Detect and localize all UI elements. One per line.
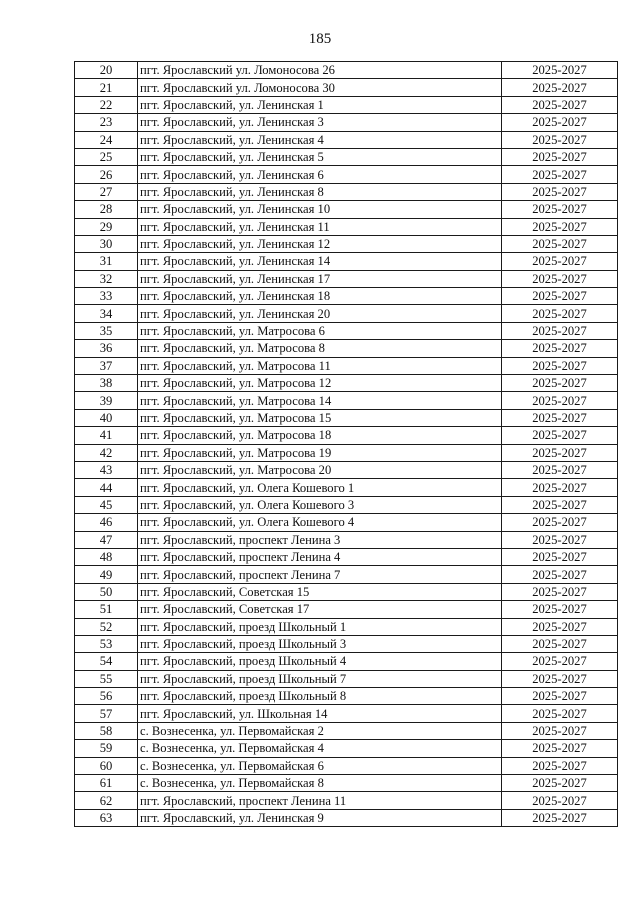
period-cell: 2025-2027 — [502, 757, 618, 774]
table-row — [75, 218, 618, 235]
period-cell: 2025-2027 — [502, 601, 618, 618]
period-cell: 2025-2027 — [502, 218, 618, 235]
period-cell: 2025-2027 — [502, 722, 618, 739]
row-number-cell: 21 — [75, 79, 138, 96]
table-row — [75, 792, 618, 809]
address-cell: пгт. Ярославский, ул. Матросова 19 — [138, 444, 502, 461]
period-cell: 2025-2027 — [502, 479, 618, 496]
address-cell: пгт. Ярославский, ул. Школьная 14 — [138, 705, 502, 722]
row-number-cell: 25 — [75, 148, 138, 165]
period-cell: 2025-2027 — [502, 357, 618, 374]
table-row — [75, 775, 618, 792]
table-row — [75, 635, 618, 652]
period-cell: 2025-2027 — [502, 166, 618, 183]
table-row — [75, 235, 618, 252]
row-number-cell: 24 — [75, 131, 138, 148]
table-row — [75, 444, 618, 461]
address-cell: пгт. Ярославский, ул. Олега Кошевого 3 — [138, 496, 502, 513]
period-cell: 2025-2027 — [502, 670, 618, 687]
period-cell: 2025-2027 — [502, 618, 618, 635]
row-number-cell: 36 — [75, 340, 138, 357]
row-number-cell: 29 — [75, 218, 138, 235]
address-cell: с. Вознесенка, ул. Первомайская 2 — [138, 722, 502, 739]
address-cell: пгт. Ярославский, ул. Ленинская 20 — [138, 305, 502, 322]
row-number-cell: 49 — [75, 566, 138, 583]
table-row — [75, 409, 618, 426]
row-number-cell: 47 — [75, 531, 138, 548]
address-cell: с. Вознесенка, ул. Первомайская 4 — [138, 740, 502, 757]
address-cell: пгт. Ярославский, ул. Ленинская 1 — [138, 96, 502, 113]
address-cell: пгт. Ярославский, ул. Матросова 20 — [138, 461, 502, 478]
row-number-cell: 44 — [75, 479, 138, 496]
row-number-cell: 41 — [75, 427, 138, 444]
period-cell: 2025-2027 — [502, 288, 618, 305]
period-cell: 2025-2027 — [502, 775, 618, 792]
address-cell: пгт. Ярославский, проспект Ленина 4 — [138, 548, 502, 565]
period-cell: 2025-2027 — [502, 235, 618, 252]
address-cell: пгт. Ярославский, ул. Ленинская 14 — [138, 253, 502, 270]
housing-registry-table — [74, 61, 618, 827]
table-row — [75, 305, 618, 322]
address-cell: пгт. Ярославский, ул. Ленинская 9 — [138, 809, 502, 826]
address-cell: пгт. Ярославский, проспект Ленина 11 — [138, 792, 502, 809]
period-cell: 2025-2027 — [502, 653, 618, 670]
table-row — [75, 340, 618, 357]
address-cell: пгт. Ярославский, ул. Олега Кошевого 4 — [138, 514, 502, 531]
table-row — [75, 479, 618, 496]
table-row — [75, 62, 618, 79]
period-cell: 2025-2027 — [502, 548, 618, 565]
table-row — [75, 183, 618, 200]
address-cell: пгт. Ярославский, проспект Ленина 3 — [138, 531, 502, 548]
period-cell: 2025-2027 — [502, 635, 618, 652]
row-number-cell: 54 — [75, 653, 138, 670]
table-row — [75, 705, 618, 722]
address-cell: пгт. Ярославский, ул. Матросова 8 — [138, 340, 502, 357]
table-row — [75, 514, 618, 531]
table-row — [75, 670, 618, 687]
row-number-cell: 58 — [75, 722, 138, 739]
row-number-cell: 40 — [75, 409, 138, 426]
period-cell: 2025-2027 — [502, 583, 618, 600]
row-number-cell: 52 — [75, 618, 138, 635]
address-cell: пгт. Ярославский, ул. Матросова 6 — [138, 322, 502, 339]
table-row — [75, 166, 618, 183]
address-cell: пгт. Ярославский, ул. Ленинская 8 — [138, 183, 502, 200]
address-cell: пгт. Ярославский ул. Ломоносова 26 — [138, 62, 502, 79]
period-cell: 2025-2027 — [502, 375, 618, 392]
address-cell: пгт. Ярославский, ул. Ленинская 3 — [138, 114, 502, 131]
table-row — [75, 427, 618, 444]
table-row — [75, 722, 618, 739]
address-cell: пгт. Ярославский, ул. Ленинская 11 — [138, 218, 502, 235]
address-cell: пгт. Ярославский, ул. Олега Кошевого 1 — [138, 479, 502, 496]
table-row — [75, 357, 618, 374]
table-body — [75, 62, 618, 827]
address-cell: пгт. Ярославский, проезд Школьный 7 — [138, 670, 502, 687]
row-number-cell: 46 — [75, 514, 138, 531]
period-cell: 2025-2027 — [502, 62, 618, 79]
address-cell: пгт. Ярославский, ул. Матросова 15 — [138, 409, 502, 426]
address-cell: пгт. Ярославский, ул. Матросова 18 — [138, 427, 502, 444]
period-cell: 2025-2027 — [502, 531, 618, 548]
period-cell: 2025-2027 — [502, 253, 618, 270]
row-number-cell: 59 — [75, 740, 138, 757]
period-cell: 2025-2027 — [502, 688, 618, 705]
period-cell: 2025-2027 — [502, 705, 618, 722]
address-cell: пгт. Ярославский, проезд Школьный 1 — [138, 618, 502, 635]
row-number-cell: 20 — [75, 62, 138, 79]
address-cell: пгт. Ярославский ул. Ломоносова 30 — [138, 79, 502, 96]
address-cell: пгт. Ярославский, ул. Ленинская 10 — [138, 201, 502, 218]
row-number-cell: 26 — [75, 166, 138, 183]
address-cell: пгт. Ярославский, ул. Ленинская 4 — [138, 131, 502, 148]
period-cell: 2025-2027 — [502, 427, 618, 444]
period-cell: 2025-2027 — [502, 270, 618, 287]
row-number-cell: 50 — [75, 583, 138, 600]
table-row — [75, 322, 618, 339]
period-cell: 2025-2027 — [502, 514, 618, 531]
table-row — [75, 96, 618, 113]
period-cell: 2025-2027 — [502, 148, 618, 165]
table-row — [75, 618, 618, 635]
address-cell: пгт. Ярославский, ул. Матросова 12 — [138, 375, 502, 392]
row-number-cell: 56 — [75, 688, 138, 705]
period-cell: 2025-2027 — [502, 409, 618, 426]
table-row — [75, 131, 618, 148]
period-cell: 2025-2027 — [502, 392, 618, 409]
table-row — [75, 809, 618, 826]
table-row — [75, 270, 618, 287]
table-row — [75, 392, 618, 409]
table-row — [75, 531, 618, 548]
period-cell: 2025-2027 — [502, 201, 618, 218]
period-cell: 2025-2027 — [502, 183, 618, 200]
row-number-cell: 38 — [75, 375, 138, 392]
row-number-cell: 34 — [75, 305, 138, 322]
table-row — [75, 288, 618, 305]
period-cell: 2025-2027 — [502, 444, 618, 461]
table-row — [75, 566, 618, 583]
period-cell: 2025-2027 — [502, 566, 618, 583]
row-number-cell: 55 — [75, 670, 138, 687]
row-number-cell: 37 — [75, 357, 138, 374]
row-number-cell: 51 — [75, 601, 138, 618]
period-cell: 2025-2027 — [502, 461, 618, 478]
row-number-cell: 60 — [75, 757, 138, 774]
table-row — [75, 148, 618, 165]
row-number-cell: 23 — [75, 114, 138, 131]
row-number-cell: 43 — [75, 461, 138, 478]
row-number-cell: 62 — [75, 792, 138, 809]
address-cell: пгт. Ярославский, ул. Матросова 11 — [138, 357, 502, 374]
row-number-cell: 31 — [75, 253, 138, 270]
row-number-cell: 63 — [75, 809, 138, 826]
row-number-cell: 30 — [75, 235, 138, 252]
address-cell: пгт. Ярославский, ул. Ленинская 6 — [138, 166, 502, 183]
table-row — [75, 201, 618, 218]
row-number-cell: 48 — [75, 548, 138, 565]
address-cell: пгт. Ярославский, ул. Ленинская 18 — [138, 288, 502, 305]
row-number-cell: 45 — [75, 496, 138, 513]
row-number-cell: 32 — [75, 270, 138, 287]
row-number-cell: 57 — [75, 705, 138, 722]
row-number-cell: 33 — [75, 288, 138, 305]
period-cell: 2025-2027 — [502, 496, 618, 513]
table-row — [75, 601, 618, 618]
row-number-cell: 27 — [75, 183, 138, 200]
address-cell: с. Вознесенка, ул. Первомайская 8 — [138, 775, 502, 792]
period-cell: 2025-2027 — [502, 340, 618, 357]
row-number-cell: 28 — [75, 201, 138, 218]
period-cell: 2025-2027 — [502, 740, 618, 757]
page-number: 185 — [308, 31, 332, 47]
address-cell: пгт. Ярославский, Советская 17 — [138, 601, 502, 618]
table-row — [75, 461, 618, 478]
address-cell: пгт. Ярославский, проезд Школьный 8 — [138, 688, 502, 705]
period-cell: 2025-2027 — [502, 792, 618, 809]
period-cell: 2025-2027 — [502, 305, 618, 322]
row-number-cell: 53 — [75, 635, 138, 652]
address-cell: пгт. Ярославский, ул. Ленинская 12 — [138, 235, 502, 252]
row-number-cell: 35 — [75, 322, 138, 339]
table-row — [75, 548, 618, 565]
row-number-cell: 22 — [75, 96, 138, 113]
table-row — [75, 583, 618, 600]
table-row — [75, 757, 618, 774]
period-cell: 2025-2027 — [502, 322, 618, 339]
table-row — [75, 688, 618, 705]
table-row — [75, 253, 618, 270]
row-number-cell: 42 — [75, 444, 138, 461]
period-cell: 2025-2027 — [502, 809, 618, 826]
address-cell: пгт. Ярославский, ул. Ленинская 5 — [138, 148, 502, 165]
table-row — [75, 375, 618, 392]
address-cell: пгт. Ярославский, проспект Ленина 7 — [138, 566, 502, 583]
table-row — [75, 496, 618, 513]
address-cell: пгт. Ярославский, проезд Школьный 3 — [138, 635, 502, 652]
address-cell: пгт. Ярославский, Советская 15 — [138, 583, 502, 600]
period-cell: 2025-2027 — [502, 131, 618, 148]
address-cell: пгт. Ярославский, ул. Ленинская 17 — [138, 270, 502, 287]
table-row — [75, 79, 618, 96]
period-cell: 2025-2027 — [502, 79, 618, 96]
period-cell: 2025-2027 — [502, 114, 618, 131]
table-row — [75, 740, 618, 757]
row-number-cell: 39 — [75, 392, 138, 409]
address-cell: пгт. Ярославский, проезд Школьный 4 — [138, 653, 502, 670]
table-row — [75, 114, 618, 131]
table-row — [75, 653, 618, 670]
address-cell: с. Вознесенка, ул. Первомайская 6 — [138, 757, 502, 774]
row-number-cell: 61 — [75, 775, 138, 792]
address-cell: пгт. Ярославский, ул. Матросова 14 — [138, 392, 502, 409]
period-cell: 2025-2027 — [502, 96, 618, 113]
